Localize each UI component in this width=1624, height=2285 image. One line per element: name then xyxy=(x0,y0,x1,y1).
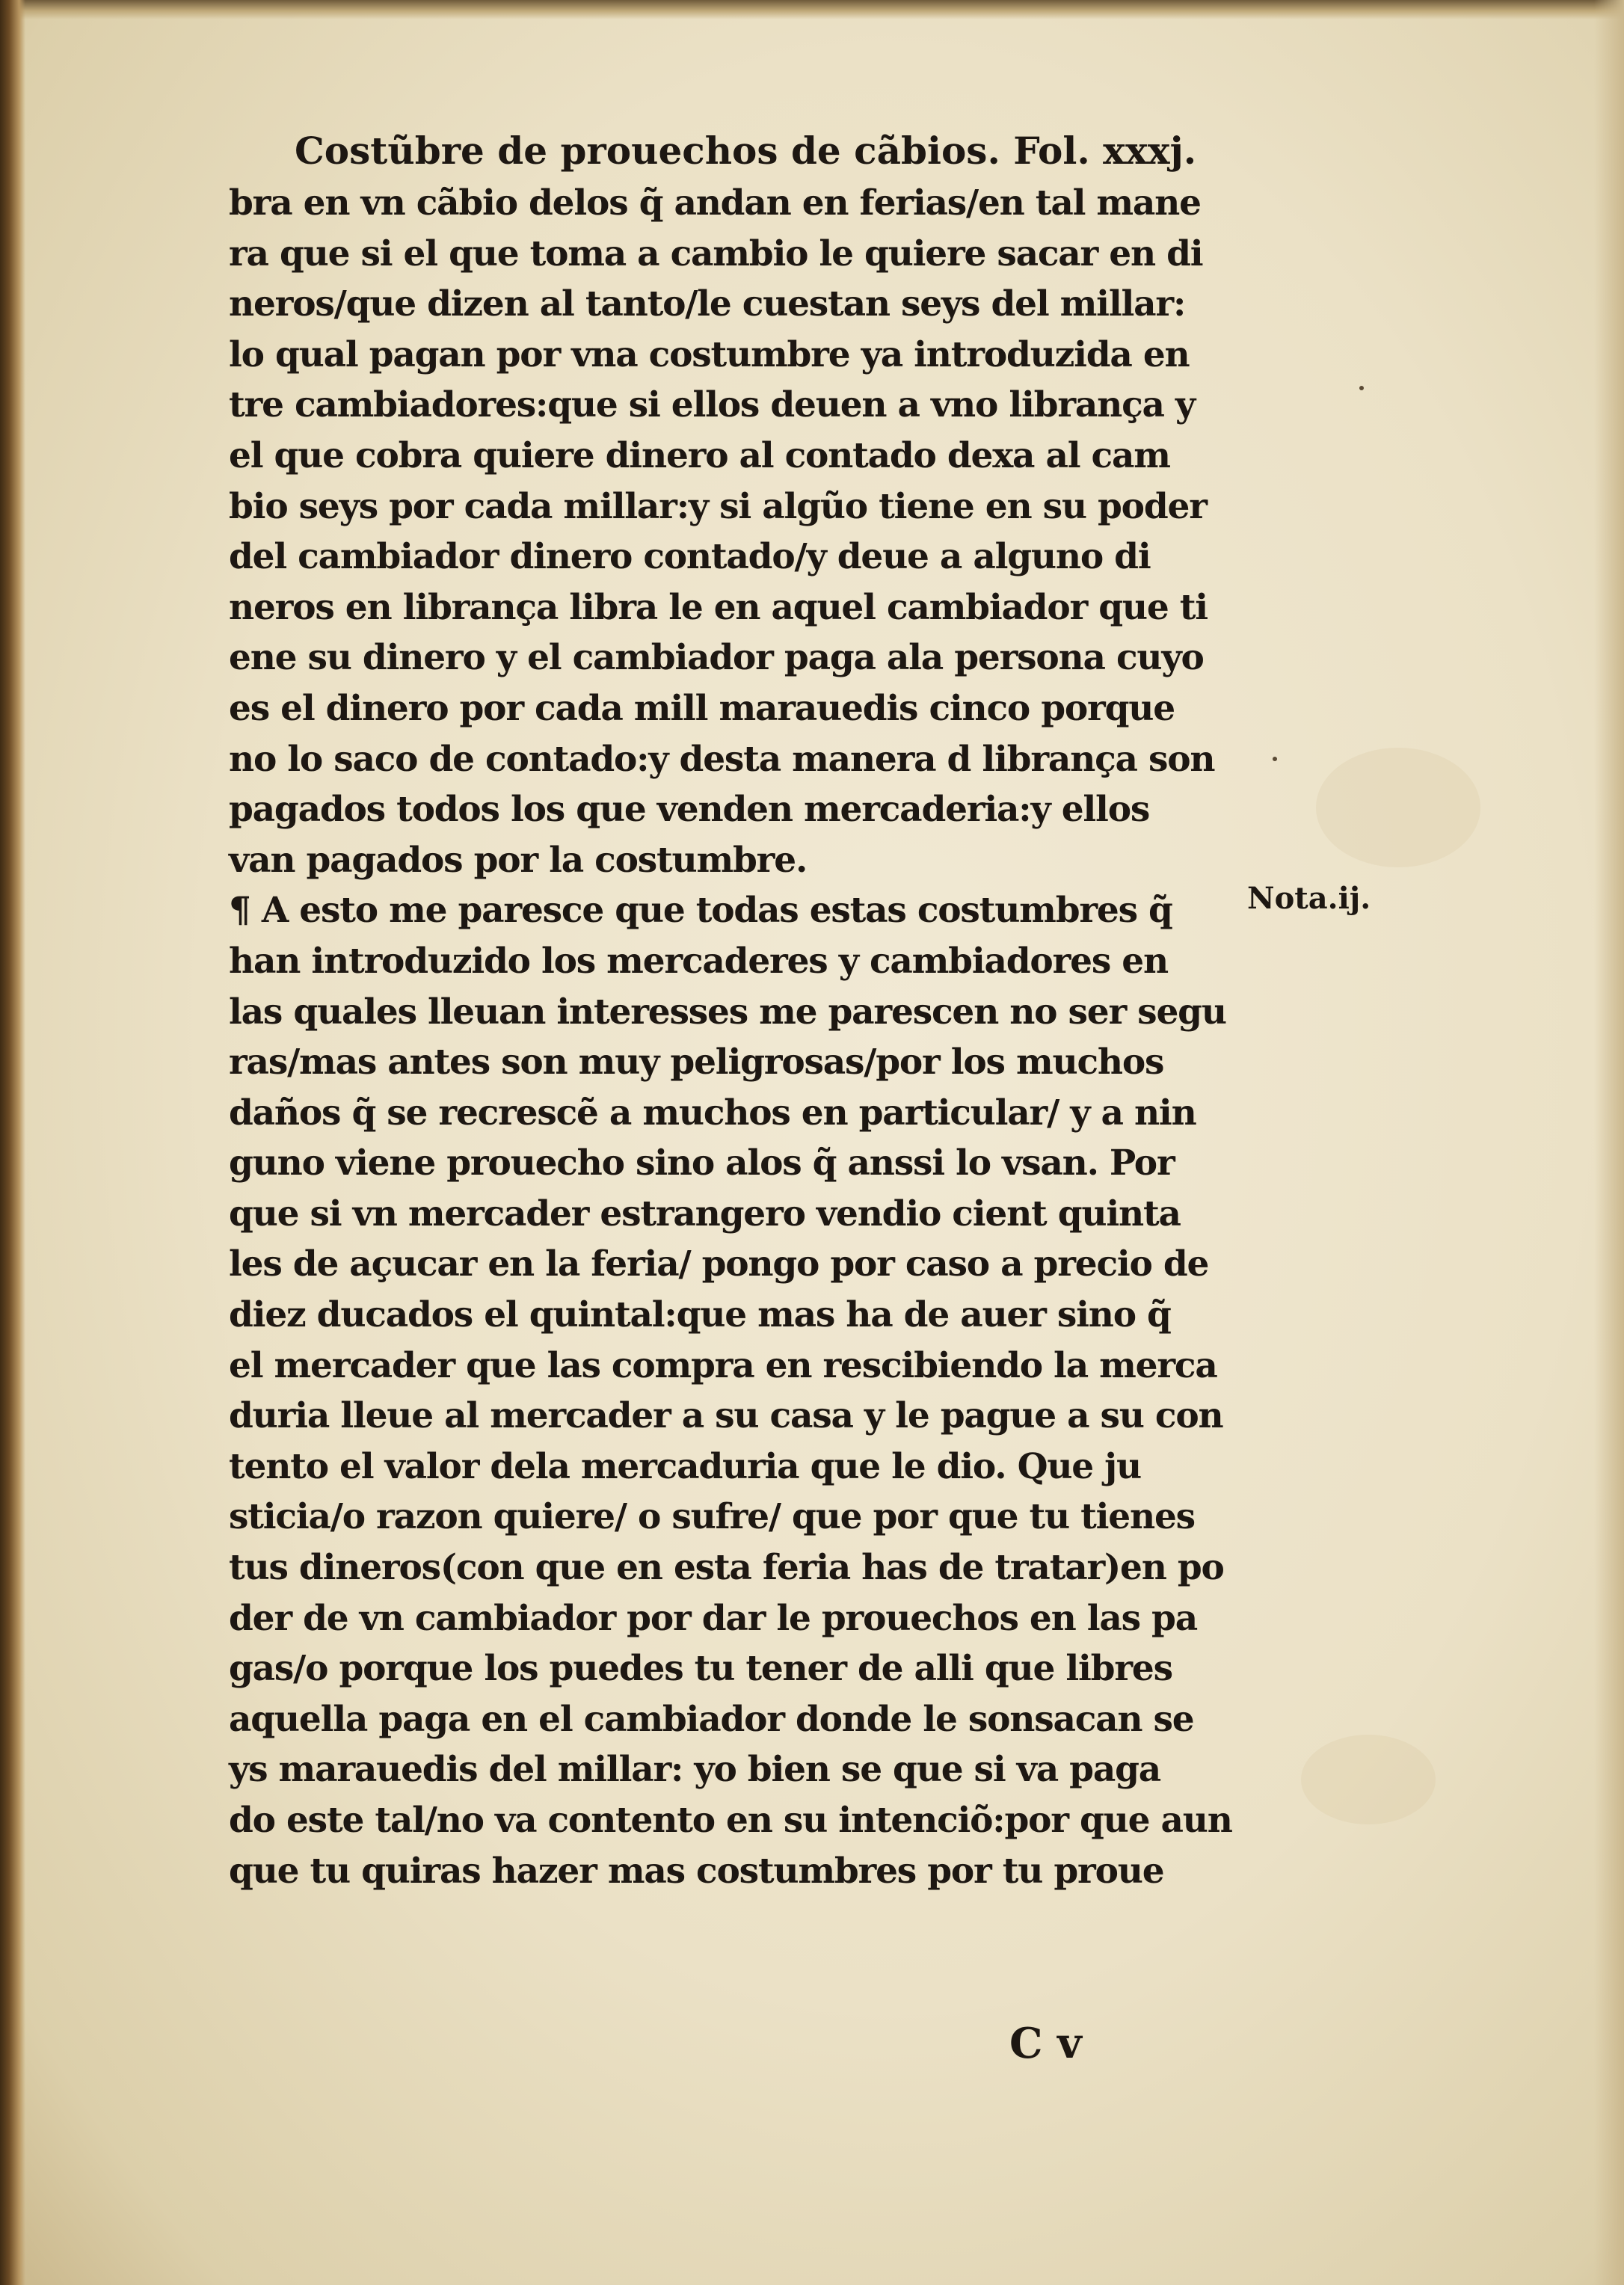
text-line: neros/que dizen al tanto/le cuestan seys del millar: xyxy=(229,283,1186,325)
page-right-edge xyxy=(1594,0,1624,2285)
text-line: que tu quiras hazer mas costumbres por tu proue xyxy=(229,1850,1164,1892)
paper-speck xyxy=(1359,386,1364,390)
text-line: les de açucar en la feria/ pongo por caso a precio de xyxy=(229,1243,1209,1285)
text-line: pagados todos los que venden mercaderia:y ellos xyxy=(229,789,1150,831)
text-line: tento el valor dela mercaduria que le dio. Que ju xyxy=(229,1445,1141,1487)
text-line: el que cobra quiere dinero al contado dexa al cam xyxy=(229,434,1170,476)
text-line: las quales lleuan interesses me parescen no ser segu xyxy=(229,991,1226,1033)
text-line: ene su dinero y el cambiador paga ala persona cuyo xyxy=(229,637,1204,679)
text-line: ys marauedis del millar: yo bien se que si va paga xyxy=(229,1749,1160,1791)
signature-mark: C v xyxy=(1009,2019,1082,2068)
text-line: ras/mas antes son muy peligrosas/por los muchos xyxy=(229,1042,1164,1083)
text-line: han introduzido los mercaderes y cambiadores en xyxy=(229,940,1168,982)
text-line: no lo saco de contado:y desta manera d librança son xyxy=(229,738,1215,780)
text-line: tus dineros(con que en esta feria has de tratar)en po xyxy=(229,1547,1224,1589)
body-text xyxy=(229,178,1276,1896)
printed-text-block xyxy=(229,124,1276,1896)
text-line: van pagados por la costumbre. xyxy=(229,839,808,881)
running-head: Costũbre de prouechos de cãbios. Fol. xxxj. xyxy=(295,129,1197,173)
text-line: sticia/o razon quiere/ o sufre/ que por que tu tienes xyxy=(229,1496,1195,1538)
text-line: aquella paga en el cambiador donde le sonsacan se xyxy=(229,1698,1194,1740)
text-line: guno viene prouecho sino alos q̃ anssi lo vsan. Por xyxy=(229,1142,1175,1184)
text-line: bra en vn cãbio delos q̃ andan en ferias/en tal mane xyxy=(229,182,1201,224)
text-line: el mercader que las compra en rescibiendo la merca xyxy=(229,1344,1217,1386)
paper-stain xyxy=(1316,748,1480,867)
marginal-note: Nota.ij. xyxy=(1247,881,1371,916)
text-line: neros en librança libra le en aquel cambiador que ti xyxy=(229,586,1208,628)
text-line: ¶ A esto me paresce que todas estas costumbres q̃ xyxy=(229,890,1172,932)
page-top-edge xyxy=(0,0,1624,19)
text-line: duria lleue al mercader a su casa y le pague a su con xyxy=(229,1395,1223,1437)
text-line: diez ducados el quintal:que mas ha de auer sino q̃ xyxy=(229,1294,1171,1336)
text-line: ra que si el que toma a cambio le quiere sacar en di xyxy=(229,233,1203,274)
text-line: daños q̃ se recrescẽ a muchos en particular/ y a nin xyxy=(229,1092,1196,1134)
text-line: que si vn mercader estrangero vendio cient quinta xyxy=(229,1193,1181,1234)
text-line: do este tal/no va contento en su intenciõ:por que aun xyxy=(229,1800,1232,1841)
text-line: tre cambiadores:que si ellos deuen a vno librança y xyxy=(229,384,1196,426)
text-line: gas/o porque los puedes tu tener de alli que libres xyxy=(229,1648,1172,1690)
paper-stain xyxy=(1301,1735,1436,1824)
text-line: lo qual pagan por vna costumbre ya introduzida en xyxy=(229,333,1190,375)
page-binding-edge xyxy=(0,0,25,2285)
text-line: der de vn cambiador por dar le prouechos en las pa xyxy=(229,1597,1197,1639)
text-line: del cambiador dinero contado/y deue a alguno di xyxy=(229,536,1151,578)
text-line: bio seys por cada millar:y si algũo tiene en su poder xyxy=(229,485,1207,527)
text-line: es el dinero por cada mill marauedis cinco porque xyxy=(229,687,1175,729)
